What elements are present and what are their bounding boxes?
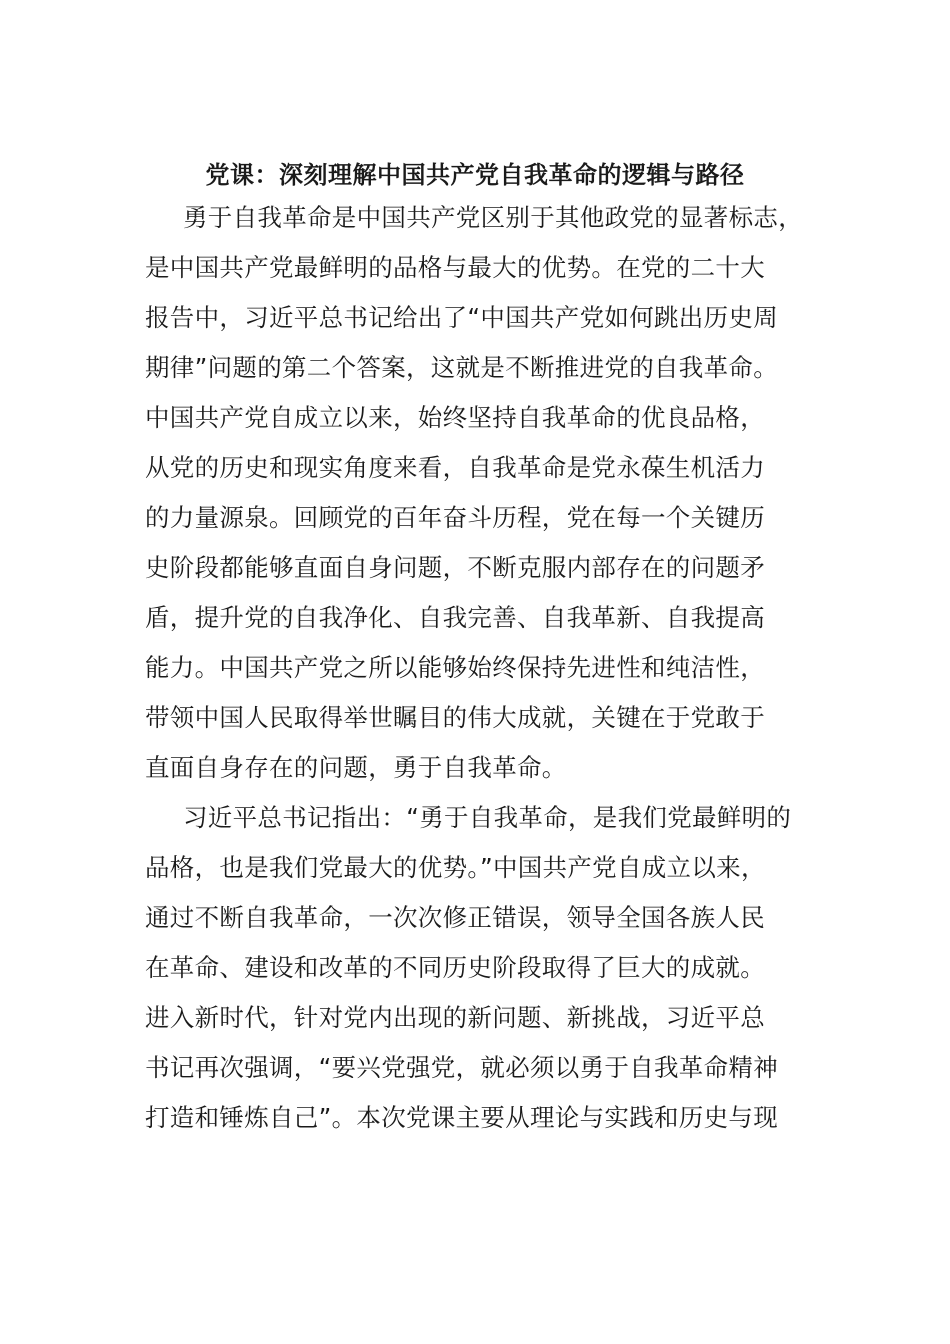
text-line: 书记再次强调，“要兴党强党，就必须以勇于自我革命精神	[145, 1053, 778, 1082]
text-line: 习近平总书记指出：“勇于自我革命，是我们党最鲜明的	[183, 803, 792, 832]
document-title: 党课：深刻理解中国共产党自我革命的逻辑与路径	[205, 161, 745, 189]
text-line: 中国共产党自成立以来，始终坚持自我革命的优良品格，	[145, 403, 765, 432]
text-line: 品格，也是我们党最大的优势。”中国共产党自成立以来，	[145, 853, 766, 882]
text-line: 直面自身存在的问题，勇于自我革命。	[145, 753, 567, 782]
text-line: 通过不断自我革命，一次次修正错误，领导全国各族人民	[145, 903, 765, 932]
text-line: 带领中国人民取得举世瞩目的伟大成就，关键在于党敢于	[145, 703, 765, 732]
text-line: 报告中，习近平总书记给出了“中国共产党如何跳出历史周	[145, 303, 778, 332]
paragraph-1	[145, 193, 825, 793]
text-line: 在革命、建设和改革的不同历史阶段取得了巨大的成就。	[145, 953, 765, 982]
text-line: 史阶段都能够直面自身问题，不断克服内部存在的问题矛	[145, 553, 765, 582]
text-line: 的力量源泉。回顾党的百年奋斗历程，党在每一个关键历	[145, 503, 765, 532]
text-line: 能力。中国共产党之所以能够始终保持先进性和纯洁性，	[145, 653, 765, 682]
paragraph-2	[145, 793, 825, 1143]
text-line: 进入新时代，针对党内出现的新问题、新挑战，习近平总	[145, 1003, 765, 1032]
text-line: 盾，提升党的自我净化、自我完善、自我革新、自我提高	[145, 603, 765, 632]
text-line: 期律”问题的第二个答案，这就是不断推进党的自我革命。	[145, 353, 778, 382]
text-line: 是中国共产党最鲜明的品格与最大的优势。在党的二十大	[145, 253, 765, 282]
document-body	[145, 193, 825, 1143]
text-line: 勇于自我革命是中国共产党区别于其他政党的显著标志，	[183, 203, 803, 232]
text-line: 从党的历史和现实角度来看，自我革命是党永葆生机活力	[145, 453, 765, 482]
text-line: 打造和锤炼自己”。本次党课主要从理论与实践和历史与现	[145, 1103, 778, 1132]
